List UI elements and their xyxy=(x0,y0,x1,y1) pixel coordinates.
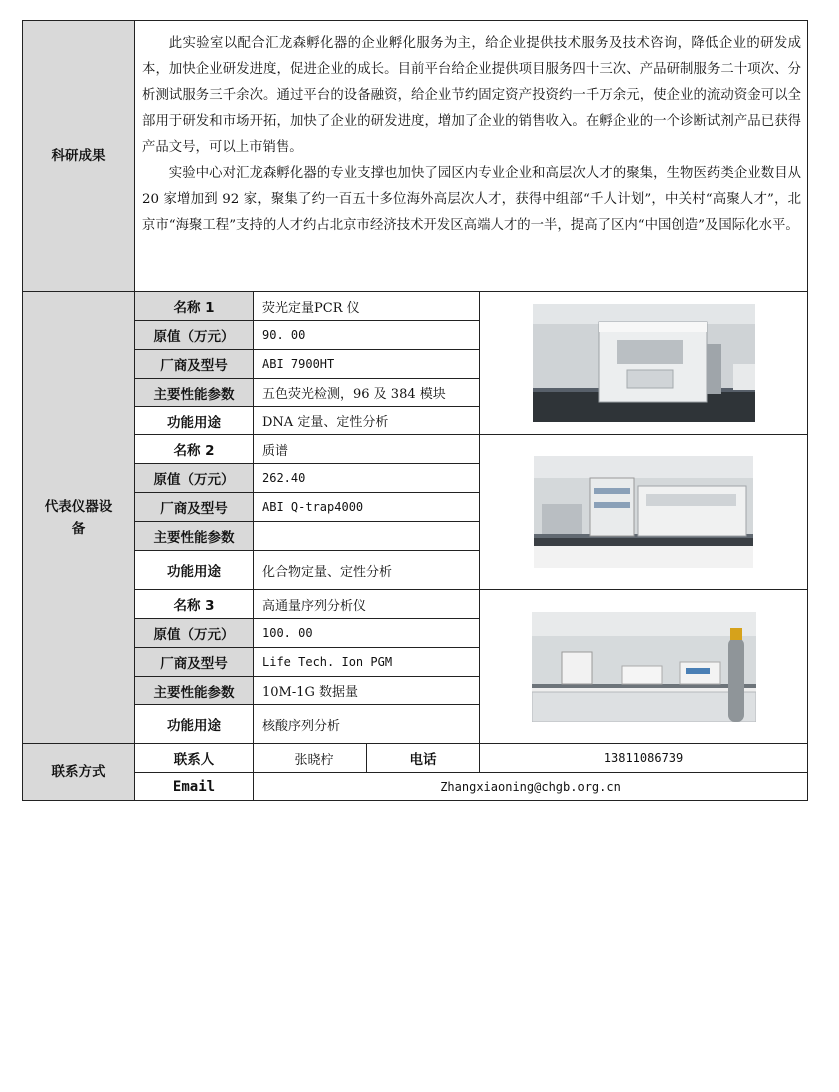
achievements-paragraph-2: 实验中心对汇龙森孵化器的专业支撑也加快了园区内专业企业和高层次人才的聚集，生物医药类企业数目从 20 家增加到 92 家，聚集了约一百五十多位海外高层次人才，获得中组部“千人计划”，中关村“高聚人才”，北京市“海聚工程”支持的人才约占北京市经济技术开发区高端人才的一半，提高了区内“中国创造”及国际化水平。 xyxy=(142,166,802,233)
contact-section-label: 联系方式 xyxy=(23,744,135,801)
contact-person-label: 联系人 xyxy=(135,744,254,773)
contact-email[interactable]: Zhangxiaoning@chgb.org.cn xyxy=(254,773,808,801)
instrument-3-params: 10M-1G 数据量 xyxy=(254,677,480,705)
instrument-2-value: 262.40 xyxy=(254,464,480,493)
instrument-3-value: 100. 00 xyxy=(254,619,480,648)
instrument-1-usage: DNA 定量、定性分析 xyxy=(254,407,480,435)
contact-phone-label: 电话 xyxy=(367,744,480,773)
contact-email-row xyxy=(23,773,808,801)
contact-phone: 13811086739 xyxy=(480,744,808,773)
instruments-section-label: 代表仪器设备 xyxy=(23,292,135,744)
instrument-3-photo-cell xyxy=(480,590,808,744)
instrument-2-maker-label: 厂商及型号 xyxy=(135,493,254,522)
lab-info-table xyxy=(22,20,808,801)
instrument-3-maker: Life Tech. Ion PGM xyxy=(254,648,480,677)
contact-email-label: Email xyxy=(135,773,254,801)
instrument-3-usage-label: 功能用途 xyxy=(135,705,254,744)
achievements-text xyxy=(135,21,808,292)
instrument-1-name-row xyxy=(23,292,808,321)
instrument-1-name-label: 名称 1 xyxy=(135,292,254,321)
instrument-2-photo-cell xyxy=(480,435,808,590)
contact-person-row xyxy=(23,744,808,773)
instrument-2-name: 质谱 xyxy=(254,435,480,464)
instrument-2-usage-label: 功能用途 xyxy=(135,551,254,590)
instrument-1-value-label: 原值（万元） xyxy=(135,321,254,350)
instrument-2-name-row xyxy=(23,435,808,464)
instrument-1-usage-label: 功能用途 xyxy=(135,407,254,435)
instrument-3-name-label: 名称 3 xyxy=(135,590,254,619)
instrument-2-name-label: 名称 2 xyxy=(135,435,254,464)
instrument-1-maker: ABI 7900HT xyxy=(254,350,480,379)
achievements-row xyxy=(23,21,808,292)
instrument-3-name: 高通量序列分析仪 xyxy=(254,590,480,619)
instrument-1-value: 90. 00 xyxy=(254,321,480,350)
instrument-1-maker-label: 厂商及型号 xyxy=(135,350,254,379)
instrument-3-name-row xyxy=(23,590,808,619)
pcr-instrument-photo xyxy=(533,304,755,422)
instrument-3-params-label: 主要性能参数 xyxy=(135,677,254,705)
instrument-1-params: 五色荧光检测，96 及 384 模块 xyxy=(254,379,480,407)
instrument-1-photo-cell xyxy=(480,292,808,435)
instrument-3-maker-label: 厂商及型号 xyxy=(135,648,254,677)
achievements-paragraph-1: 此实验室以配合汇龙森孵化器的企业孵化服务为主，给企业提供技术服务及技术咨询，降低企业的研发成本，加快企业研发进度，促进企业的成长。目前平台给企业提供项目服务四十三次、产品研制服务二十项次、分析测试服务三千余次。通过平台的设备融资，给企业节约固定资产投资约一千万余元，使企业的流动资金可以全部用于研发和市场开拓，加快了企业的研发进度，增加了企业的销售收入。在孵企业的一个诊断试剂产品已获得产品文号，可以上市销售。 xyxy=(142,36,802,155)
instrument-3-usage: 核酸序列分析 xyxy=(254,705,480,744)
instrument-1-name: 荧光定量PCR 仪 xyxy=(254,292,480,321)
sequencer-photo xyxy=(532,612,756,722)
instrument-3-value-label: 原值（万元） xyxy=(135,619,254,648)
instrument-2-params xyxy=(254,522,480,551)
mass-spectrometer-photo xyxy=(534,456,753,568)
achievements-label: 科研成果 xyxy=(23,21,135,292)
instrument-2-usage: 化合物定量、定性分析 xyxy=(254,551,480,590)
instrument-2-params-label: 主要性能参数 xyxy=(135,522,254,551)
instrument-2-maker: ABI Q-trap4000 xyxy=(254,493,480,522)
instrument-1-params-label: 主要性能参数 xyxy=(135,379,254,407)
instrument-2-value-label: 原值（万元） xyxy=(135,464,254,493)
contact-person: 张晓柠 xyxy=(254,744,367,773)
